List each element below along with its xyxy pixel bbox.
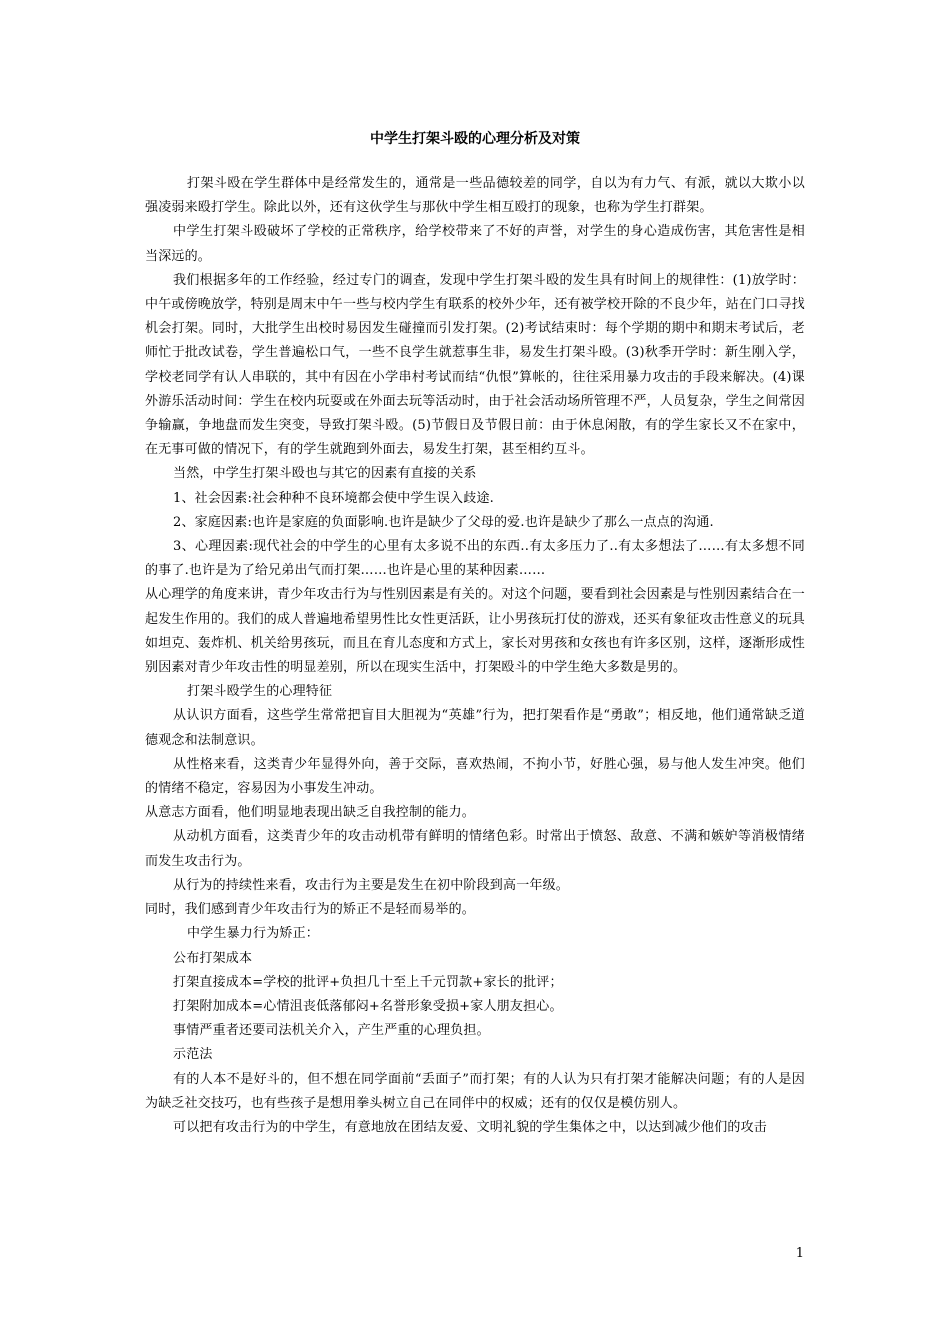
paragraph-direct-cost: 打架直接成本=学校的批评+负担几十至上千元罚款+家长的批评； — [173, 974, 563, 990]
paragraph-legal: 事情严重者还要司法机关介入，产生严重的心理负担。 — [173, 1023, 490, 1039]
paragraph-cognition: 从认识方面看，这些学生常常把盲目大胆视为“英雄”行为，把打架看作是“勇敢”；相反地，他们通常缺乏道德观念和法制意识。 — [145, 708, 805, 748]
paragraph-reasons: 有的人本不是好斗的，但不想在同学面前“丢面子”而打架；有的人认为只有打架才能解决问题；有的人是因为缺乏社交技巧，也有些孩子是想用拳头树立自己在同伴中的权威；还有的仅仅是模仿别人。 — [145, 1071, 805, 1111]
list-item-social: 1、社会因素:社会种种不良环境都会使中学生误入歧途. — [173, 490, 494, 506]
section-heading-traits: 打架斗殴学生的心理特征 — [187, 684, 333, 700]
paragraph-additional-cost: 打架附加成本=心情沮丧低落郁闷+名誉形象受损+家人朋友担心。 — [173, 998, 563, 1014]
paragraph-gender: 从心理学的角度来讲，青少年攻击行为与性别因素是有关的。对这个问题，要看到社会因素是与性别因素结合在一起发生作用的。我们的成人普遍地希望男性比女性更活跃，让小男孩玩打仗的游戏，还买有象征攻击性意义的玩具如坦克、轰炸机、机关给男孩玩，而且在育儿态度和方式上，家长对男孩和女孩也有许多区别，这样，逐渐形成性别因素对青少年攻击性的明显差别，所以在现实生活中，打架殴斗的中学生绝大多数是男的。 — [145, 587, 806, 676]
paragraph-intro: 打架斗殴在学生群体中是经常发生的，通常是一些品德较差的同学，自以为有力气、有派，就以大欺小以强凌弱来殴打学生。除此以外，还有这伙学生与那伙中学生相互殴打的现象，也称为学生打群架。 — [145, 176, 805, 216]
paragraph-correction-difficulty: 同时，我们感到青少年攻击行为的矫正不是轻而易举的。 — [145, 902, 476, 918]
subheading-demonstration: 示范法 — [173, 1047, 213, 1063]
paragraph-will: 从意志方面看，他们明显地表现出缺乏自我控制的能力。 — [145, 805, 476, 821]
section-heading-correction: 中学生暴力行为矫正： — [187, 926, 320, 942]
page-number: 1 — [795, 1246, 804, 1261]
paragraph-harm: 中学生打架斗殴破坏了学校的正常秩序，给学校带来了不好的声誉，对学生的身心造成伤害，其危害性是相当深远的。 — [145, 224, 805, 264]
paragraph-personality: 从性格来看，这类青少年显得外向，善于交际，喜欢热闹，不拘小节，好胜心强，易与他人发生冲突。他们的情绪不稳定，容易因为小事发生冲动。 — [145, 756, 805, 797]
paragraph-motivation: 从动机方面看，这类青少年的攻击动机带有鲜明的情绪色彩。时常出于愤怒、敌意、不满和嫉妒等消极情绪而发生攻击行为。 — [145, 829, 805, 869]
list-item-family: 2、家庭因素:也许是家庭的负面影响.也许是缺少了父母的爱.也许是缺少了那么一点点的沟通. — [173, 514, 714, 530]
paragraph-other-factors: 当然，中学生打架斗殴也与其它的因素有直接的关系 — [173, 466, 477, 482]
document-title: 中学生打架斗殴的心理分析及对策 — [370, 131, 580, 147]
document-body — [145, 126, 805, 1140]
paragraph-group-placement: 可以把有攻击行为的中学生，有意地放在团结友爱、文明礼貌的学生集体之中，以达到减少他们的攻击 — [173, 1119, 768, 1135]
paragraph-timing: 我们根据多年的工作经验，经过专门的调查，发现中学生打架斗殴的发生具有时间上的规律性：(1)放学时：中午或傍晚放学，特别是周末中午一些与校内学生有联系的校外少年，还有被学校开除的不良少年，站在门口寻找机会打架。同时，大批学生出校时易因发生碰撞而引发打架。(2)考试结束时：每个学期的期中和期末考试后，老师忙于批改试卷，学生普遍松口气，一些不良学生就惹事生非，易发生打架斗殴。(3)秋季开学时：新生刚入学，学校老同学有认人串联的，其中有因在小学串村考试而结“仇恨”算帐的，往往采用暴力攻击的手段来解决。(4)课外游乐活动时间：学生在校内玩耍或在外面去玩等活动时，由于社会活动场所管理不严，人员复杂，学生之间常因争输赢，争地盘而发生突变，导致打架斗殴。(5)节假日及节假日前：由于休息闲散，有的学生家长又不在家中，在无事可做的情况下，有的学生就跑到外面去，易发生打架，甚至相约互斗。 — [145, 272, 806, 458]
subheading-cost: 公布打架成本 — [173, 950, 253, 966]
paragraph-persistence: 从行为的持续性来看，攻击行为主要是发生在初中阶段到高一年级。 — [173, 877, 570, 893]
list-item-psychological: 3、心理因素:现代社会的中学生的心里有太多说不出的东西..有太多压力了..有太多想法了……有太多想不同的事了.也许是为了给兄弟出气而打架……也许是心里的某种因素…… — [145, 539, 805, 579]
